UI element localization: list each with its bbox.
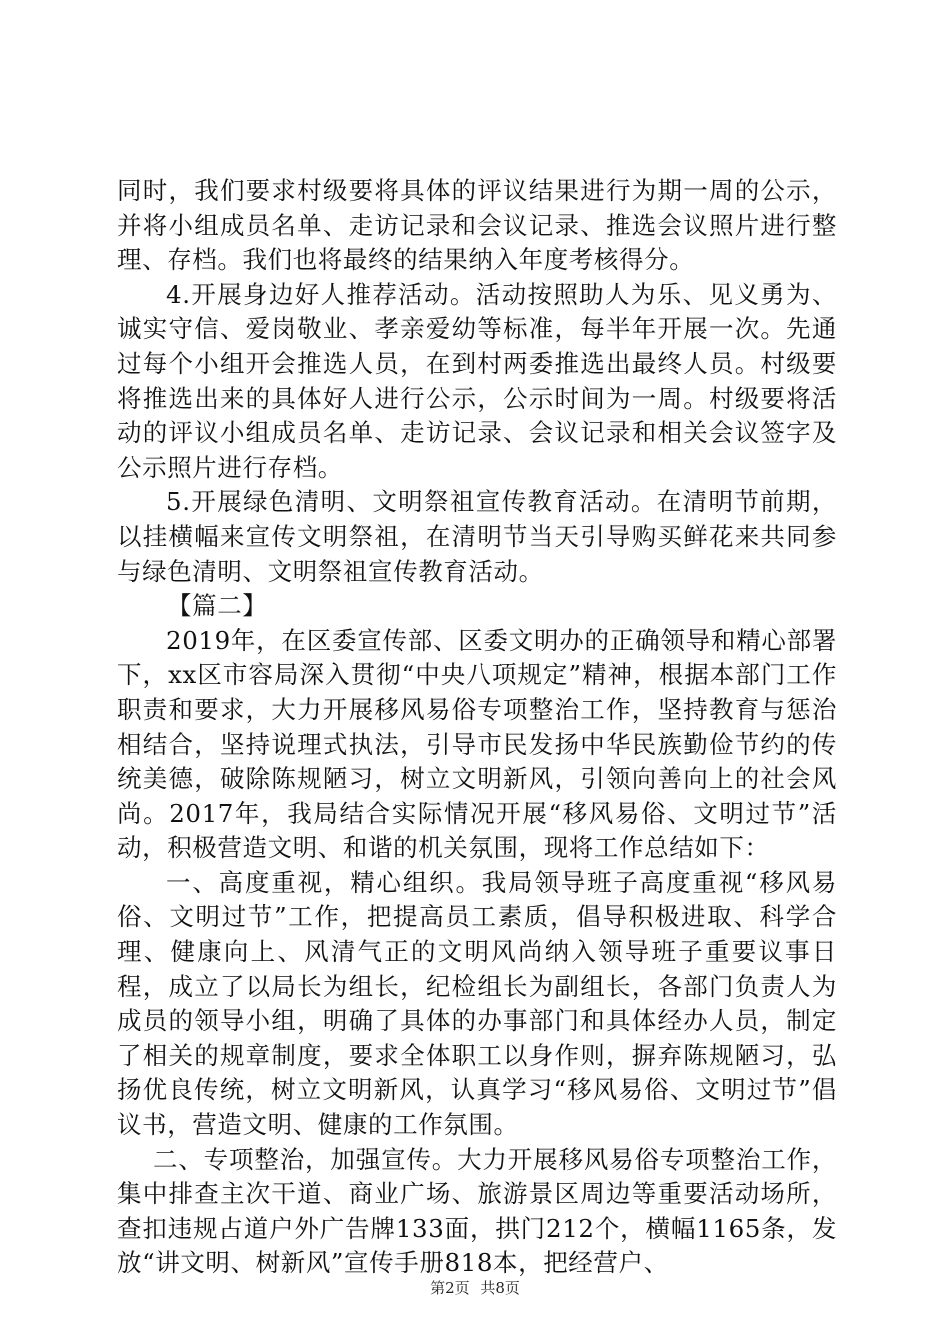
paragraph-intro: 2019年，在区委宣传部、区委文明办的正确领导和精心部署下，xx区市容局深入贯彻“中央八项规定”精神，根据本部门工作职责和要求，大力开展移风易俗专项整治工作，坚持教育与惩治相结合，坚持说理式执法，引导市民发扬中华民族勤俭节约的传统美德，破除陈规陋习，树立文明新风，引领向善向上的社会风尚。2017年，我局结合实际情况开展“移风易俗、文明过节”活动，积极营造文明、和谐的机关氛围，现将工作总结如下： [117,625,837,863]
paragraph-continuation: 同时，我们要求村级要将具体的评议结果进行为期一周的公示，并将小组成员名单、走访记录和会议记录、推选会议照片进行整理、存档。我们也将最终的结果纳入年度考核得分。 [117,176,837,275]
page-total: 共8页 [480,1279,520,1297]
document-body [117,174,837,1281]
paragraph-point-1: 一、高度重视，精心组织。我局领导班子高度重视“移风易俗、文明过节”工作，把提高员工素质，倡导积极进取、科学合理、健康向上、风清气正的文明风尚纳入领导班子重要议事日程，成立了以局长为组长，纪检组长为副组长，各部门负责人为成员的领导小组，明确了具体的办事部门和具体经办人员，制定了相关的规章制度，要求全体职工以身作则，摒弃陈规陋习，弘扬优良传统，树立文明新风，认真学习“移风易俗、文明过节”倡议书，营造文明、健康的工作氛围。 [117,867,837,1140]
section-heading: 【篇二】 [167,591,268,621]
page-footer [0,1277,950,1298]
paragraph-item-5: 5.开展绿色清明、文明祭祖宣传教育活动。在清明节前期，以挂横幅来宣传文明祭祖，在清明节当天引导购买鲜花来共同参与绿色清明、文明祭祖宣传教育活动。 [117,487,837,586]
page-number: 第2页 [430,1279,470,1297]
paragraph-item-4: 4.开展身边好人推荐活动。活动按照助人为乐、见义勇为、诚实守信、爱岗敬业、孝亲爱幼等标准，每半年开展一次。先通过每个小组开会推选人员，在到村两委推选出最终人员。村级要将推选出来的具体好人进行公示，公示时间为一周。村级要将活动的评议小组成员名单、走访记录、会议记录和相关会议签字及公示照片进行存档。 [117,279,837,482]
paragraph-point-2: 二、专项整治，加强宣传。大力开展移风易俗专项整治工作，集中排查主次干道、商业广场、旅游景区周边等重要活动场所，查扣违规占道户外广告牌133面，拱门212个，横幅1165条，发放“讲文明、树新风”宣传手册818本，把经营户、 [117,1144,837,1278]
